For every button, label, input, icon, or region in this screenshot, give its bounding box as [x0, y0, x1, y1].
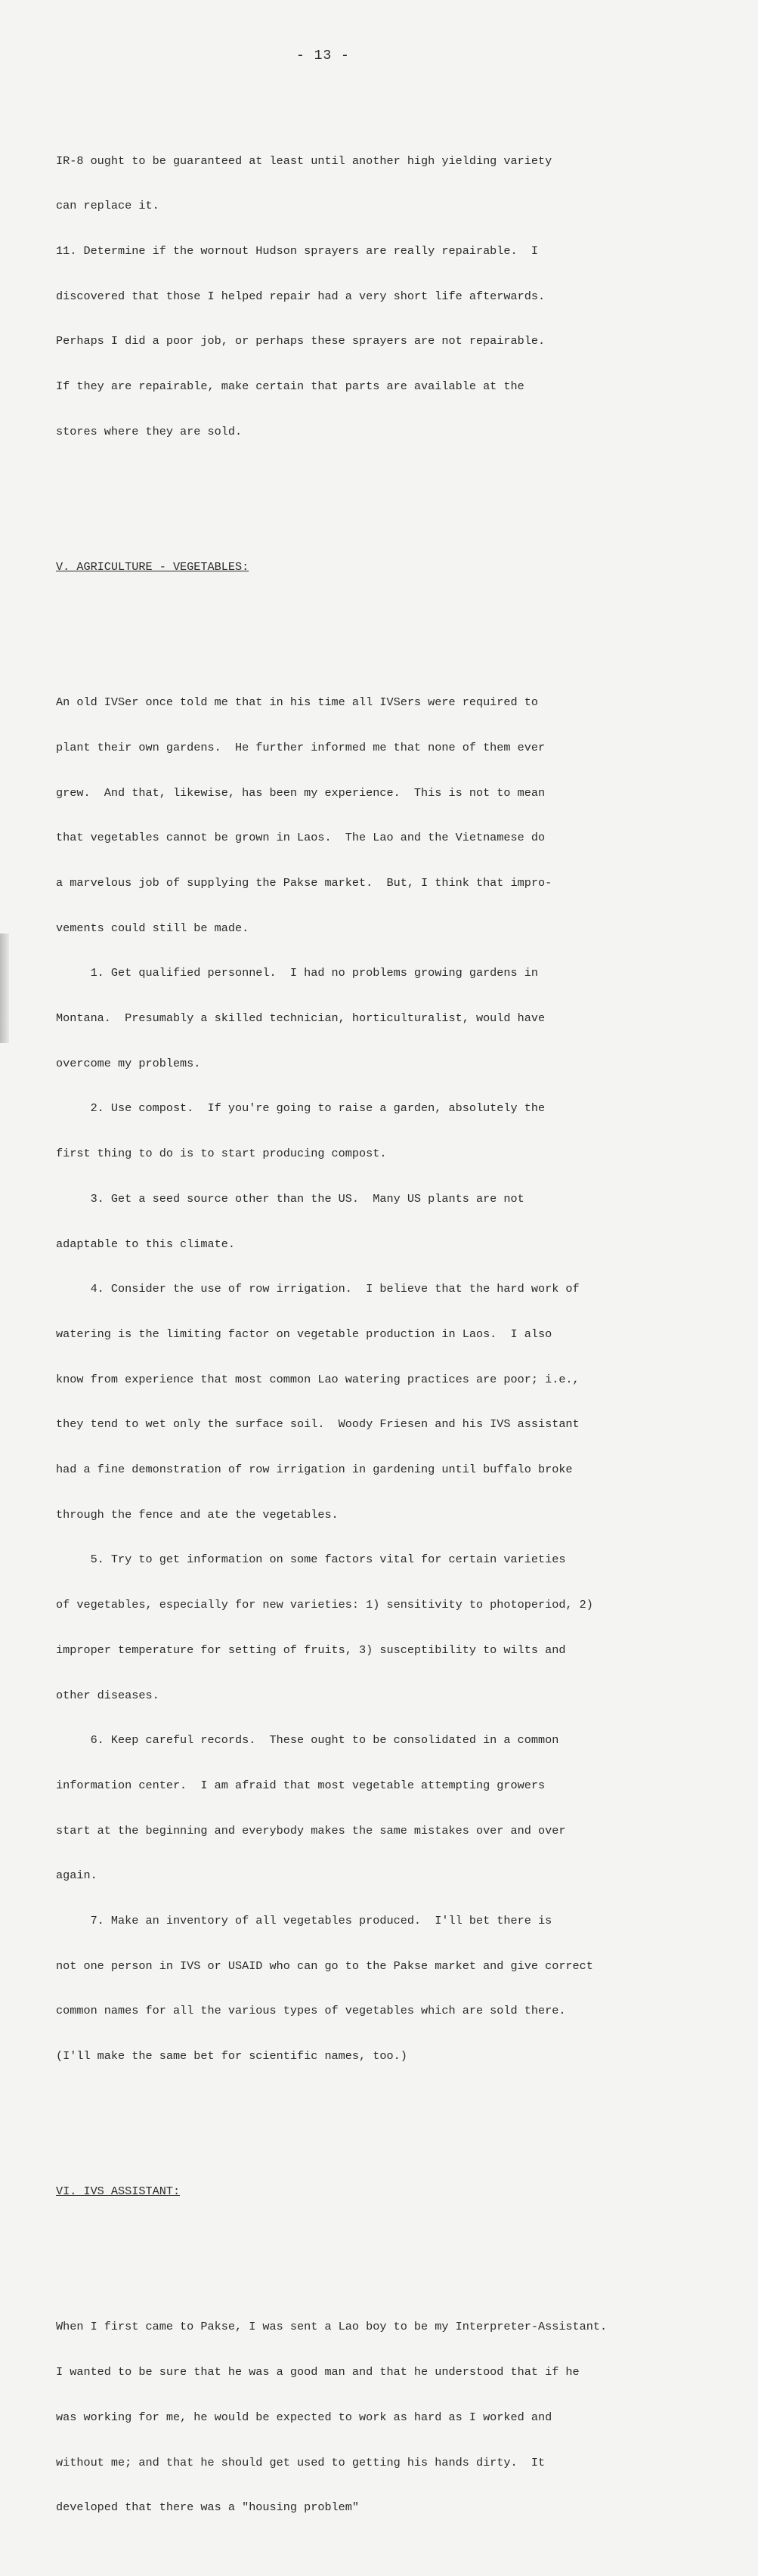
- document-body: [56, 94, 661, 2576]
- text-line: (I'll make the same bet for scientific names, too.): [56, 2049, 407, 2064]
- text-line: again.: [56, 1869, 97, 1883]
- text-line: discovered that those I helped repair had a very short life afterwards.: [56, 289, 546, 303]
- text-line: Montana. Presumably a skilled technician, horticulturalist, would have: [56, 1011, 546, 1026]
- text-line: plant their own gardens. He further informed me that none of them ever: [56, 740, 546, 754]
- text-line: without me; and that he should get used to getting his hands dirty. It: [56, 2455, 546, 2469]
- text-line: Perhaps I did a poor job, or perhaps these sprayers are not repairable.: [56, 334, 546, 348]
- text-line: was working for me, he would be expected to work as hard as I worked and: [56, 2410, 552, 2424]
- text-line: common names for all the various types of vegetables which are sold there.: [56, 2004, 566, 2018]
- text-line: other diseases.: [56, 1688, 159, 1702]
- text-line: of vegetables, especially for new varieties: 1) sensitivity to photoperiod, 2): [56, 1598, 593, 1612]
- text-line: When I first came to Pakse, I was sent a Lao boy to be my Interpreter-Assistant.: [56, 2320, 608, 2334]
- section-vi-body: [56, 2290, 661, 2546]
- text-line: grew. And that, likewise, has been my experience. This is not to mean: [56, 785, 546, 800]
- text-line: they tend to wet only the surface soil. Woody Friesen and his IVS assistant: [56, 1417, 580, 1432]
- text-line: improper temperature for setting of fruits, 3) susceptibility to wilts and: [56, 1643, 566, 1657]
- text-line: 7. Make an inventory of all vegetables produced. I'll bet there is: [56, 1914, 552, 1928]
- text-line: not one person in IVS or USAID who can go to the Pakse market and give correct: [56, 1958, 593, 1973]
- text-line: If they are repairable, make certain that parts are available at the: [56, 379, 524, 394]
- text-line: watering is the limiting factor on vegetable production in Laos. I also: [56, 1327, 552, 1341]
- text-line: adaptable to this climate.: [56, 1237, 235, 1251]
- blank-line: [56, 515, 661, 530]
- text-line: through the fence and ate the vegetables.: [56, 1507, 339, 1522]
- text-line: a marvelous job of supplying the Pakse market. But, I think that impro-: [56, 875, 552, 890]
- text-line: can replace it.: [56, 199, 159, 213]
- blank-line: [56, 2230, 661, 2245]
- text-line: first thing to do is to start producing compost.: [56, 1147, 387, 1161]
- text-line: An old IVSer once told me that in his time all IVSers were required to: [56, 695, 538, 710]
- text-line: IR-8 ought to be guaranteed at least until another high yielding variety: [56, 153, 552, 168]
- text-line: 5. Try to get information on some factors vital for certain varieties: [56, 1553, 566, 1567]
- text-line: information center. I am afraid that most vegetable attempting growers: [56, 1778, 546, 1792]
- text-line: 4. Consider the use of row irrigation. I believe that the hard work of: [56, 1282, 580, 1296]
- intro-paragraph: [56, 124, 661, 470]
- text-line: 6. Keep careful records. These ought to be consolidated in a common: [56, 1733, 559, 1748]
- blank-line: [56, 2140, 661, 2155]
- scan-shadow-edge: [0, 933, 9, 1043]
- text-line: developed that there was a "housing problem": [56, 2500, 360, 2515]
- page-number: - 13 -: [296, 48, 350, 63]
- blank-line: [56, 605, 661, 621]
- text-line: start at the beginning and everybody makes the same mistakes over and over: [56, 1823, 566, 1838]
- text-line: 1. Get qualified personnel. I had no problems growing gardens in: [56, 966, 538, 980]
- section-v-heading: V. AGRICULTURE - VEGETABLES:: [56, 559, 249, 574]
- text-line: 11. Determine if the wornout Hudson sprayers are really repairable. I: [56, 244, 538, 259]
- text-line: I wanted to be sure that he was a good man and that he understood that if he: [56, 2365, 580, 2379]
- section-v-body: [56, 665, 661, 2095]
- text-line: know from experience that most common Lao watering practices are poor; i.e.,: [56, 1372, 580, 1386]
- text-line: that vegetables cannot be grown in Laos. The Lao and the Vietnamese do: [56, 831, 546, 845]
- text-line: 3. Get a seed source other than the US. Many US plants are not: [56, 1191, 524, 1206]
- text-line: stores where they are sold.: [56, 424, 243, 438]
- section-vi-heading: VI. IVS ASSISTANT:: [56, 2184, 181, 2199]
- text-line: overcome my problems.: [56, 1056, 201, 1070]
- text-line: vements could still be made.: [56, 921, 249, 935]
- text-line: had a fine demonstration of row irrigation in gardening until buffalo broke: [56, 1463, 573, 1477]
- text-line: 2. Use compost. If you're going to raise a garden, absolutely the: [56, 1101, 546, 1116]
